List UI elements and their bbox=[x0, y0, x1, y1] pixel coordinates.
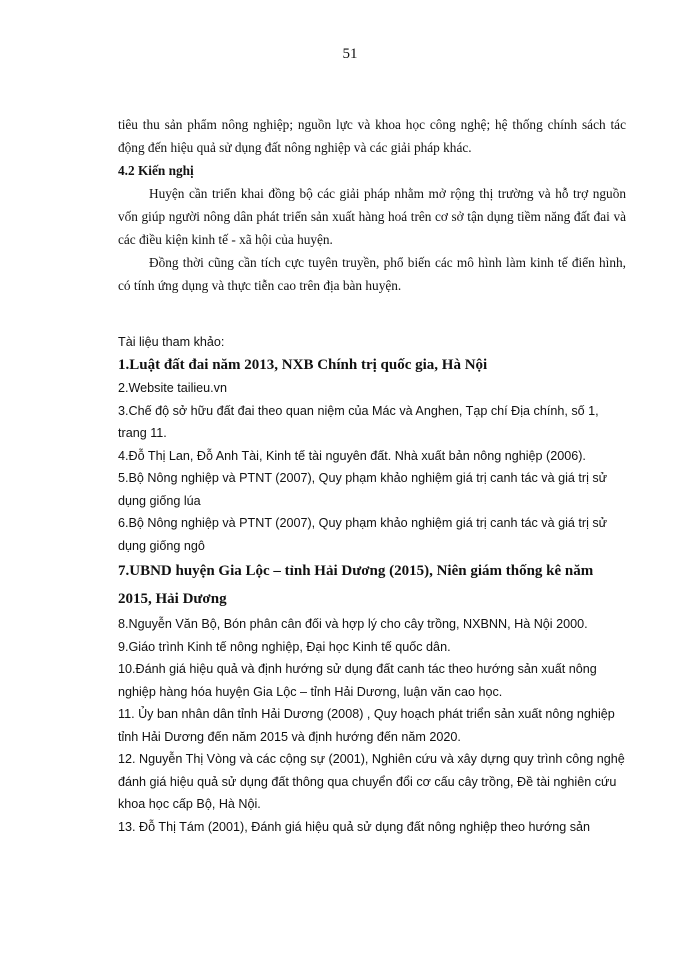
reference-item: 12. Nguyễn Thị Vòng và các cộng sự (2001), Nghiên cứu và xây dựng quy trình công nghệ đánh giá hiệu quả sử dụng đất thông qua chuyển đổi cơ cấu cây trồng, Đề tài nghiên cứu khoa học cấp Bộ, Hà Nội. bbox=[118, 752, 625, 811]
reference-item: 10.Đánh giá hiệu quả và định hướng sử dụng đất canh tác theo hướng sản xuất nông nghiệp hàng hóa huyện Gia Lộc – tỉnh Hải Dương, luận văn cao học. bbox=[118, 662, 597, 699]
page-content bbox=[118, 113, 626, 838]
reference-item: 1.Luật đất đai năm 2013, NXB Chính trị quốc gia, Hà Nội bbox=[118, 357, 488, 373]
reference-item: 9.Giáo trình Kinh tế nông nghiệp, Đại học Kinh tế quốc dân. bbox=[118, 639, 451, 654]
reference-item: 3.Chế độ sở hữu đất đai theo quan niệm của Mác và Anghen, Tạp chí Địa chính, số 1, trang 11. bbox=[118, 403, 599, 440]
reference-item: 13. Đỗ Thị Tám (2001), Đánh giá hiệu quả sử dụng đất nông nghiệp theo hướng sản bbox=[118, 819, 591, 834]
reference-item: 7.UBND huyện Gia Lộc – tỉnh Hải Dương (2015), Niên giám thống kê năm 2015, Hải Dương bbox=[118, 563, 594, 607]
recommendation-paragraph-1: Huyện cần triển khai đồng bộ các giải pháp nhằm mở rộng thị trường và hỗ trợ nguồn vốn giúp người nông dân phát triển sản xuất hàng hoá trên cơ sở tận dụng tiềm năng đất đai và các điều kiện kinh tế - xã hội của huyện. bbox=[118, 186, 626, 247]
reference-item: 8.Nguyễn Văn Bộ, Bón phân cân đối và hợp lý cho cây trồng, NXBNN, Hà Nội 2000. bbox=[118, 617, 588, 631]
references-title: Tài liệu tham khảo: bbox=[118, 335, 225, 349]
reference-item: 4.Đỗ Thị Lan, Đỗ Anh Tài, Kinh tế tài nguyên đất. Nhà xuất bản nông nghiệp (2006). bbox=[118, 448, 586, 463]
reference-item: 5.Bộ Nông nghiệp và PTNT (2007), Quy phạm khảo nghiệm giá trị canh tác và giá trị sử dụng giống lúa bbox=[118, 471, 608, 508]
paragraph-continuation: tiêu thu sản phẩm nông nghiệp; nguồn lực và khoa học công nghệ; hệ thống chính sách tác động đến hiệu quả sử dụng đất nông nghiệp và các giải pháp khác. bbox=[118, 117, 626, 155]
reference-item: 11. Ủy ban nhân dân tỉnh Hải Dương (2008) , Quy hoạch phát triển sản xuất nông nghiệp tỉnh Hải Dương đến năm 2015 và định hướng đến năm 2020. bbox=[118, 707, 615, 744]
reference-item: 2.Website tailieu.vn bbox=[118, 381, 227, 395]
section-heading: 4.2 Kiến nghị bbox=[118, 163, 194, 178]
reference-item: 6.Bộ Nông nghiệp và PTNT (2007), Quy phạm khảo nghiệm giá trị canh tác và giá trị sử dụng giống ngô bbox=[118, 516, 608, 553]
page-number: 51 bbox=[342, 46, 358, 62]
recommendation-paragraph-2: Đồng thời cũng cần tích cực tuyên truyền, phổ biến các mô hình làm kinh tế điển hình, có tính ứng dụng và thực tiễn cao trên địa bàn huyện. bbox=[118, 255, 626, 293]
